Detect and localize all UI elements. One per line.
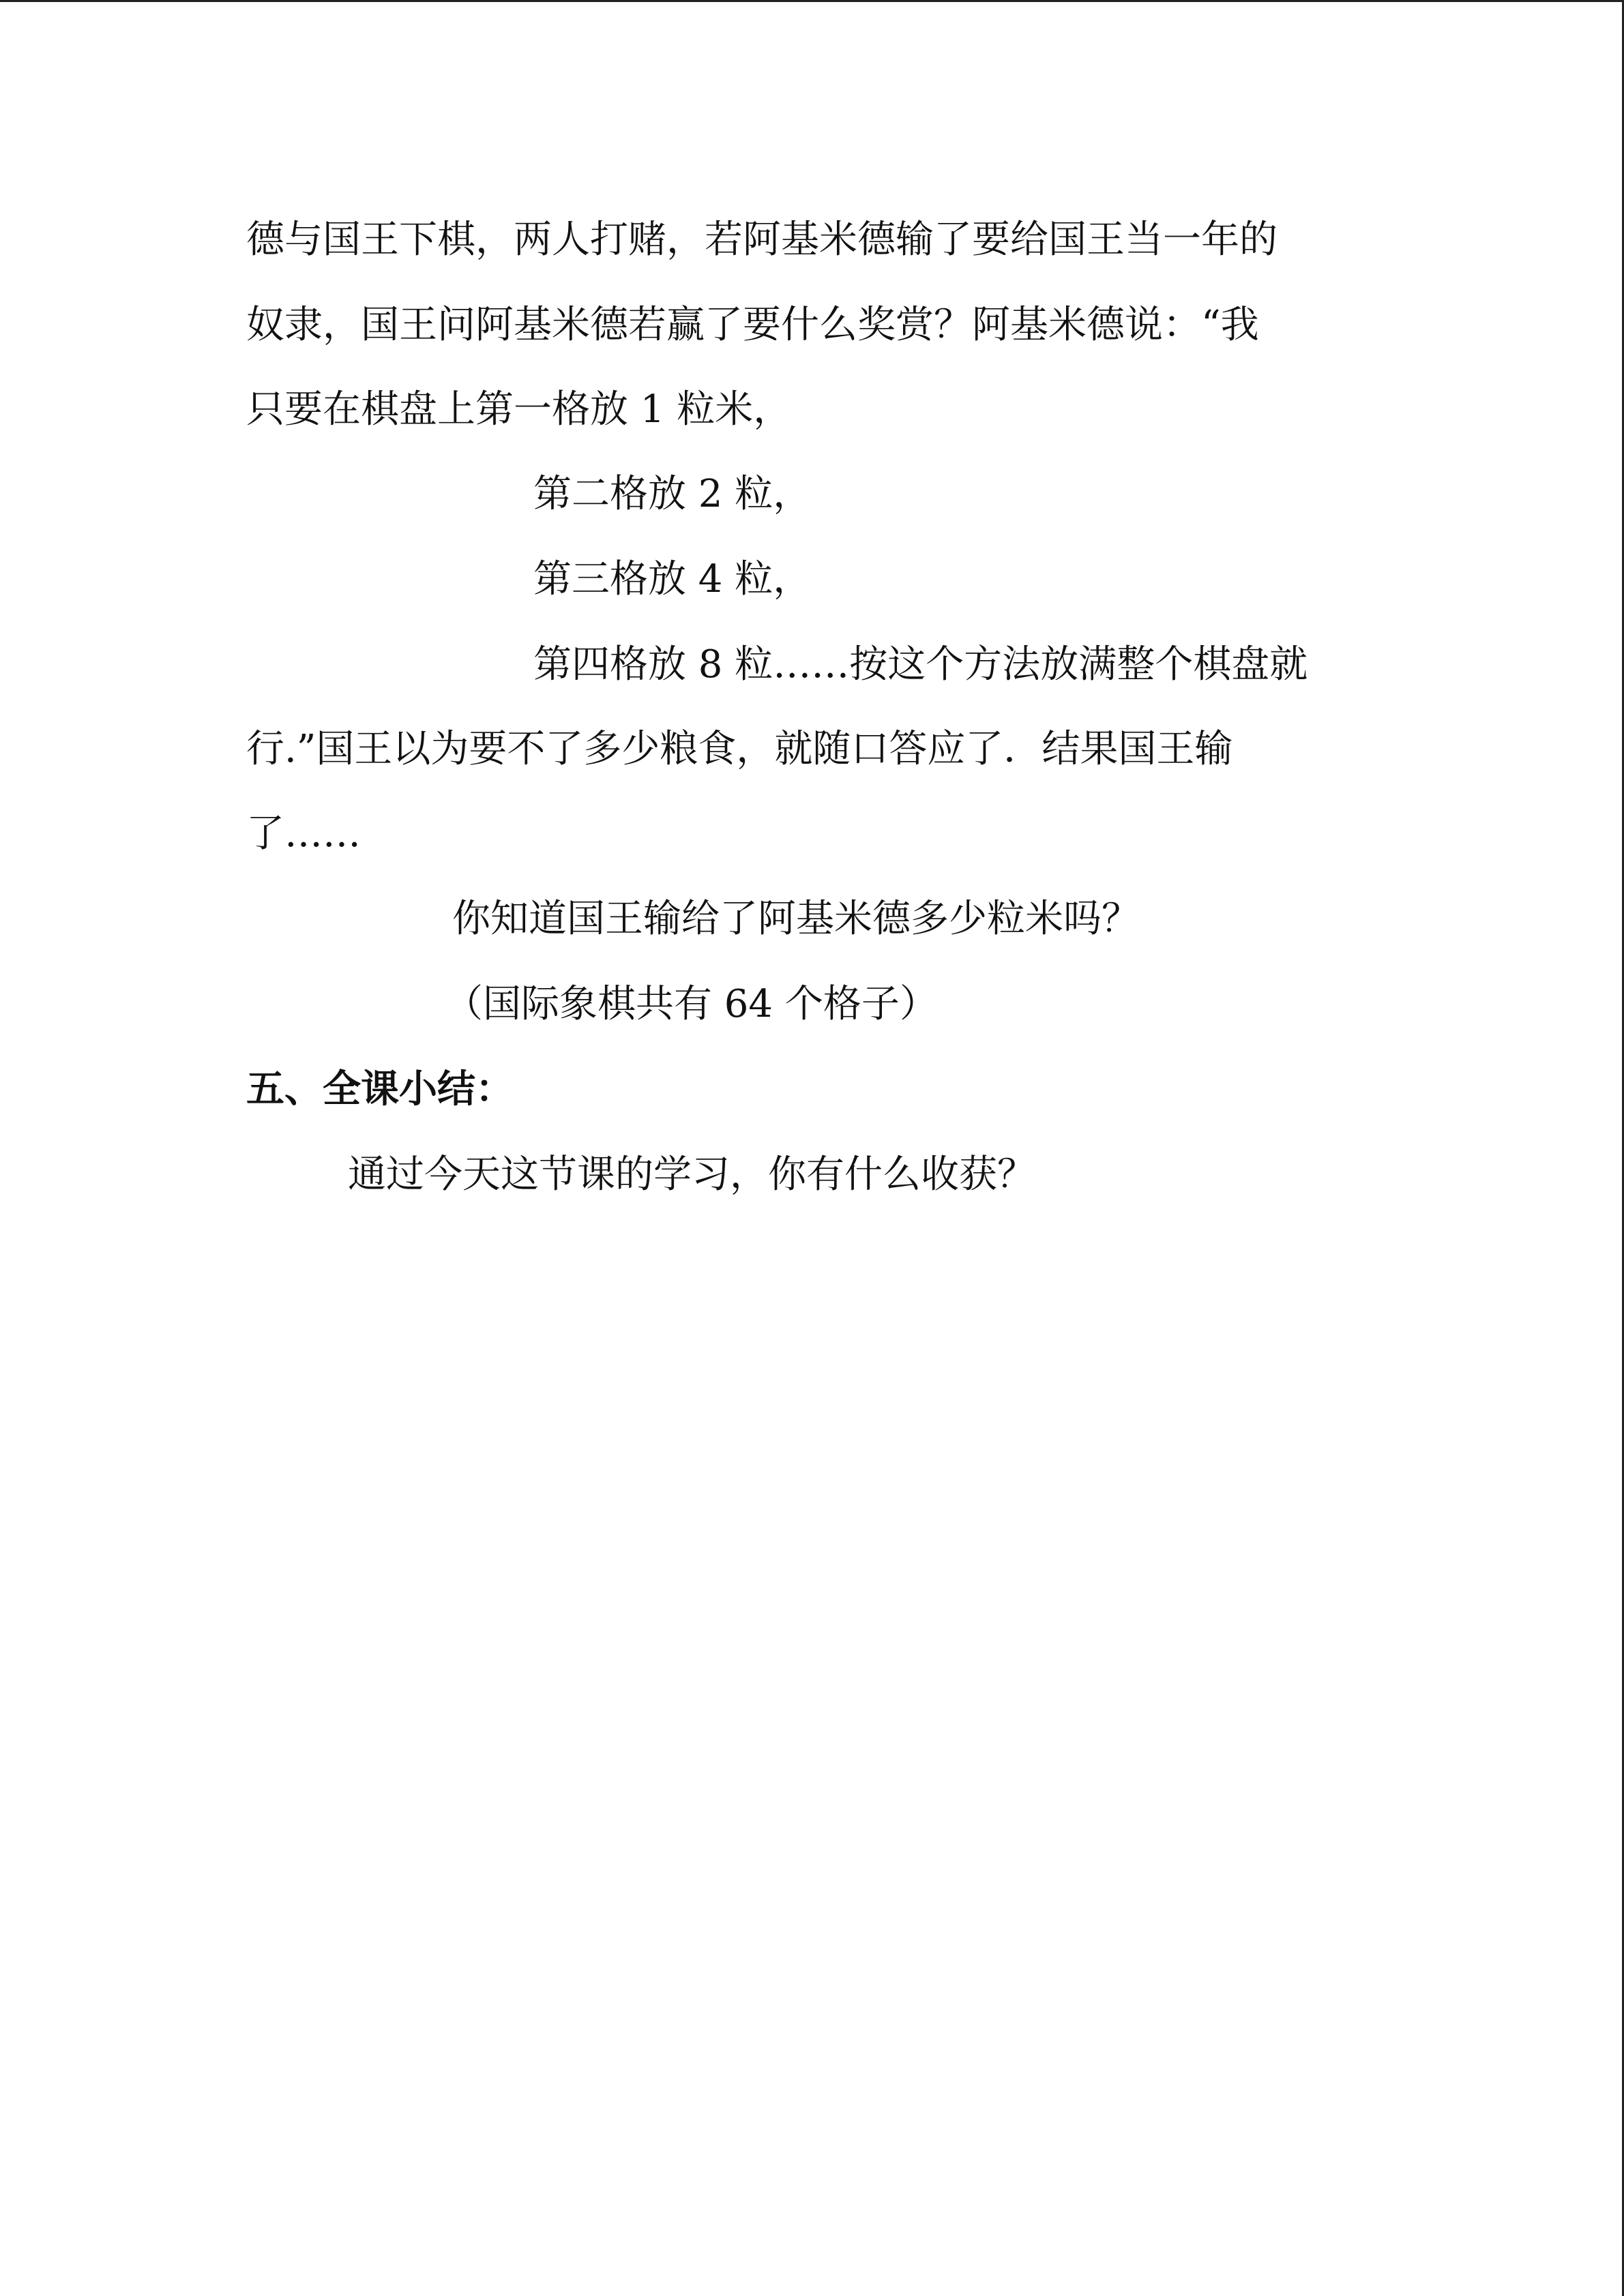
top-border-line [0,0,1624,2]
story-line-7: 行.”国王以为要不了多少粮食，就随口答应了．结果国王输 [246,727,1233,771]
story-line-1: 德与国王下棋，两人打赌，若阿基米德输了要给国王当一年的 [246,218,1278,262]
story-line-4: 第二格放 2 粒， [533,472,812,516]
story-line-5: 第三格放 4 粒， [533,557,812,601]
note-line: （国际象棋共有 64 个格子） [445,982,938,1026]
story-line-6: 第四格放 8 粒……按这个方法放满整个棋盘就 [533,642,1308,687]
story-line-3: 只要在棋盘上第一格放 1 粒米， [246,387,792,432]
section-heading: 五、全课小结： [246,1067,514,1112]
summary-question: 通过今天这节课的学习，你有什么收获？ [348,1152,1035,1197]
question-line: 你知道国王输给了阿基米德多少粒米吗？ [452,897,1140,941]
story-line-2: 奴隶，国王问阿基米德若赢了要什么奖赏？阿基米德说：“我 [246,303,1259,347]
story-line-8: 了…… [246,811,361,856]
